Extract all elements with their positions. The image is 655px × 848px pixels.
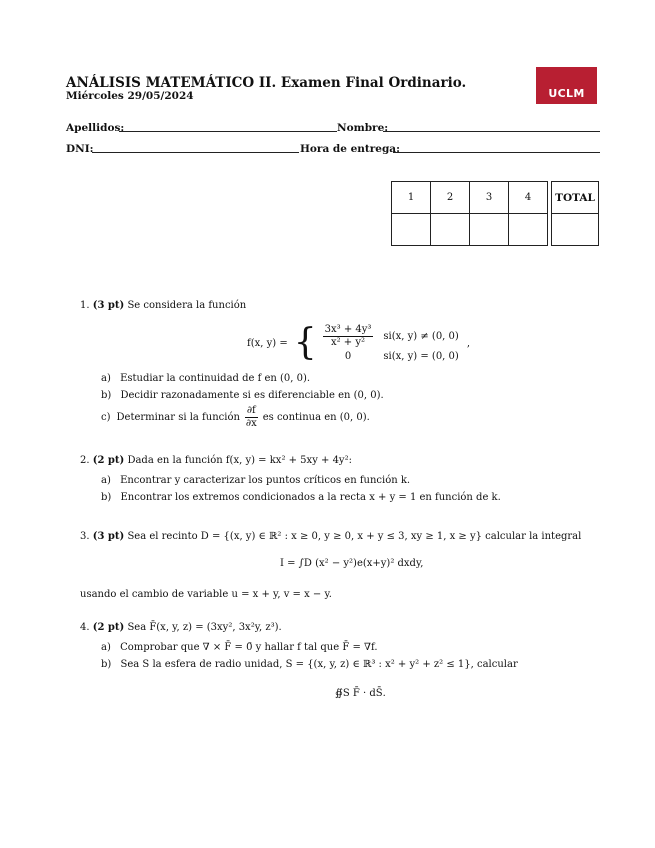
q3-integral	[280, 558, 423, 569]
q1-item-b	[101, 390, 384, 401]
q2-item-a	[101, 475, 410, 486]
question-points: (3 pt)	[92, 531, 125, 542]
question-number: 2.	[80, 455, 90, 466]
q1-formula	[247, 321, 470, 365]
exam-date: Miércoles 29/05/2024	[66, 90, 194, 102]
grade-header-total: TOTAL	[552, 182, 599, 214]
item-text: Encontrar los extremos condicionados a la recta x + y = 1 en función de k.	[120, 492, 501, 503]
grade-cell-4[interactable]	[509, 214, 548, 246]
uclm-logo	[536, 67, 597, 104]
question-number: 3.	[80, 531, 90, 542]
grades-table	[391, 181, 599, 246]
item-label: b)	[101, 659, 112, 670]
hora-label: Hora de entrega:	[300, 143, 400, 155]
logo-text: UCLM	[548, 87, 585, 100]
apellidos-field[interactable]	[119, 131, 337, 132]
partial-derivative-fraction	[244, 405, 259, 430]
grade-header-1: 1	[392, 182, 431, 214]
case1-numerator: 3x³ + 4y³	[324, 324, 372, 335]
question-text: Sea F̄(x, y, z) = (3xy², 3x²y, z³).	[127, 622, 282, 633]
item-label: b)	[101, 390, 112, 401]
question-points: (2 pt)	[92, 622, 125, 633]
q1-item-c	[101, 403, 370, 431]
piecewise-cases	[323, 324, 459, 362]
nombre-field[interactable]	[383, 131, 600, 132]
case2-condition: si(x, y) = (0, 0)	[383, 351, 459, 362]
q1-item-a	[101, 373, 310, 384]
dni-label: DNI:	[66, 143, 94, 155]
grade-cell-3[interactable]	[470, 214, 509, 246]
nombre-label: Nombre:	[337, 122, 389, 134]
item-text: Determinar si la función	[116, 411, 240, 423]
question-number: 1.	[80, 300, 90, 311]
grade-cell-total[interactable]	[552, 214, 599, 246]
item-label: a)	[101, 475, 111, 486]
item-text: Sea S la esfera de radio unidad, S = {(x, y, z) ∈ ℝ³ : x² + y² + z² ≤ 1}, calcular	[120, 659, 518, 670]
exam-title: ANÁLISIS MATEMÁTICO II. Examen Final Ordinario.	[66, 75, 467, 91]
question-2	[80, 455, 352, 466]
partial-denominator: ∂x	[245, 417, 257, 429]
item-label: a)	[101, 373, 111, 384]
grade-header-4: 4	[509, 182, 548, 214]
item-text: Encontrar y caracterizar los puntos críticos en función k.	[120, 475, 411, 486]
question-points: (2 pt)	[92, 455, 125, 466]
question-3	[80, 531, 581, 542]
question-number: 4.	[80, 622, 90, 633]
hora-field[interactable]	[393, 152, 600, 153]
dni-field[interactable]	[92, 152, 299, 153]
case1-denominator: x² + y²	[330, 337, 366, 348]
formula-trailing: ,	[466, 337, 470, 349]
item-text: es continua en (0, 0).	[262, 411, 370, 423]
q4-surface-integral: ∯S F̄ · dS̄.	[335, 688, 386, 699]
q4-item-a	[101, 642, 378, 653]
question-points: (3 pt)	[92, 300, 125, 311]
grade-header-3: 3	[470, 182, 509, 214]
case1-condition: si(x, y) ≠ (0, 0)	[383, 331, 459, 342]
case2-value: 0	[344, 351, 352, 362]
q3-change-of-variable: usando el cambio de variable u = x + y, v = x − y.	[80, 589, 332, 600]
item-label: a)	[101, 642, 111, 653]
item-label: b)	[101, 492, 112, 503]
grade-header-2: 2	[431, 182, 470, 214]
question-text: Se considera la función	[127, 300, 247, 311]
question-4	[80, 622, 282, 633]
formula-lhs: f(x, y) =	[247, 337, 288, 349]
question-text: Sea el recinto D = {(x, y) ∈ ℝ² : x ≥ 0, y ≥ 0, x + y ≤ 3, xy ≥ 1, x ≥ y} calcular la integral	[127, 531, 582, 542]
partial-numerator: ∂f	[246, 404, 256, 416]
item-label: c)	[101, 411, 111, 423]
grade-cell-1[interactable]	[392, 214, 431, 246]
case1-fraction	[323, 324, 374, 349]
q4-item-b	[101, 659, 518, 670]
grade-cell-2[interactable]	[431, 214, 470, 246]
question-1	[80, 300, 246, 311]
item-text: Decidir razonadamente si es diferenciable en (0, 0).	[120, 390, 384, 401]
question-text: Dada en la función f(x, y) = kx² + 5xy + 4y²:	[127, 455, 352, 466]
item-text: Comprobar que ∇ × F̄ = 0̄ y hallar f tal que F̄ = ∇f.	[120, 642, 378, 653]
integral-formula: I = ∫D (x² − y²)e(x+y)² dxdy,	[280, 558, 424, 569]
q2-item-b	[101, 492, 501, 503]
item-text: Estudiar la continuidad de f en (0, 0).	[120, 373, 311, 384]
left-brace: {	[293, 322, 317, 363]
apellidos-label: Apellidos:	[66, 122, 125, 134]
